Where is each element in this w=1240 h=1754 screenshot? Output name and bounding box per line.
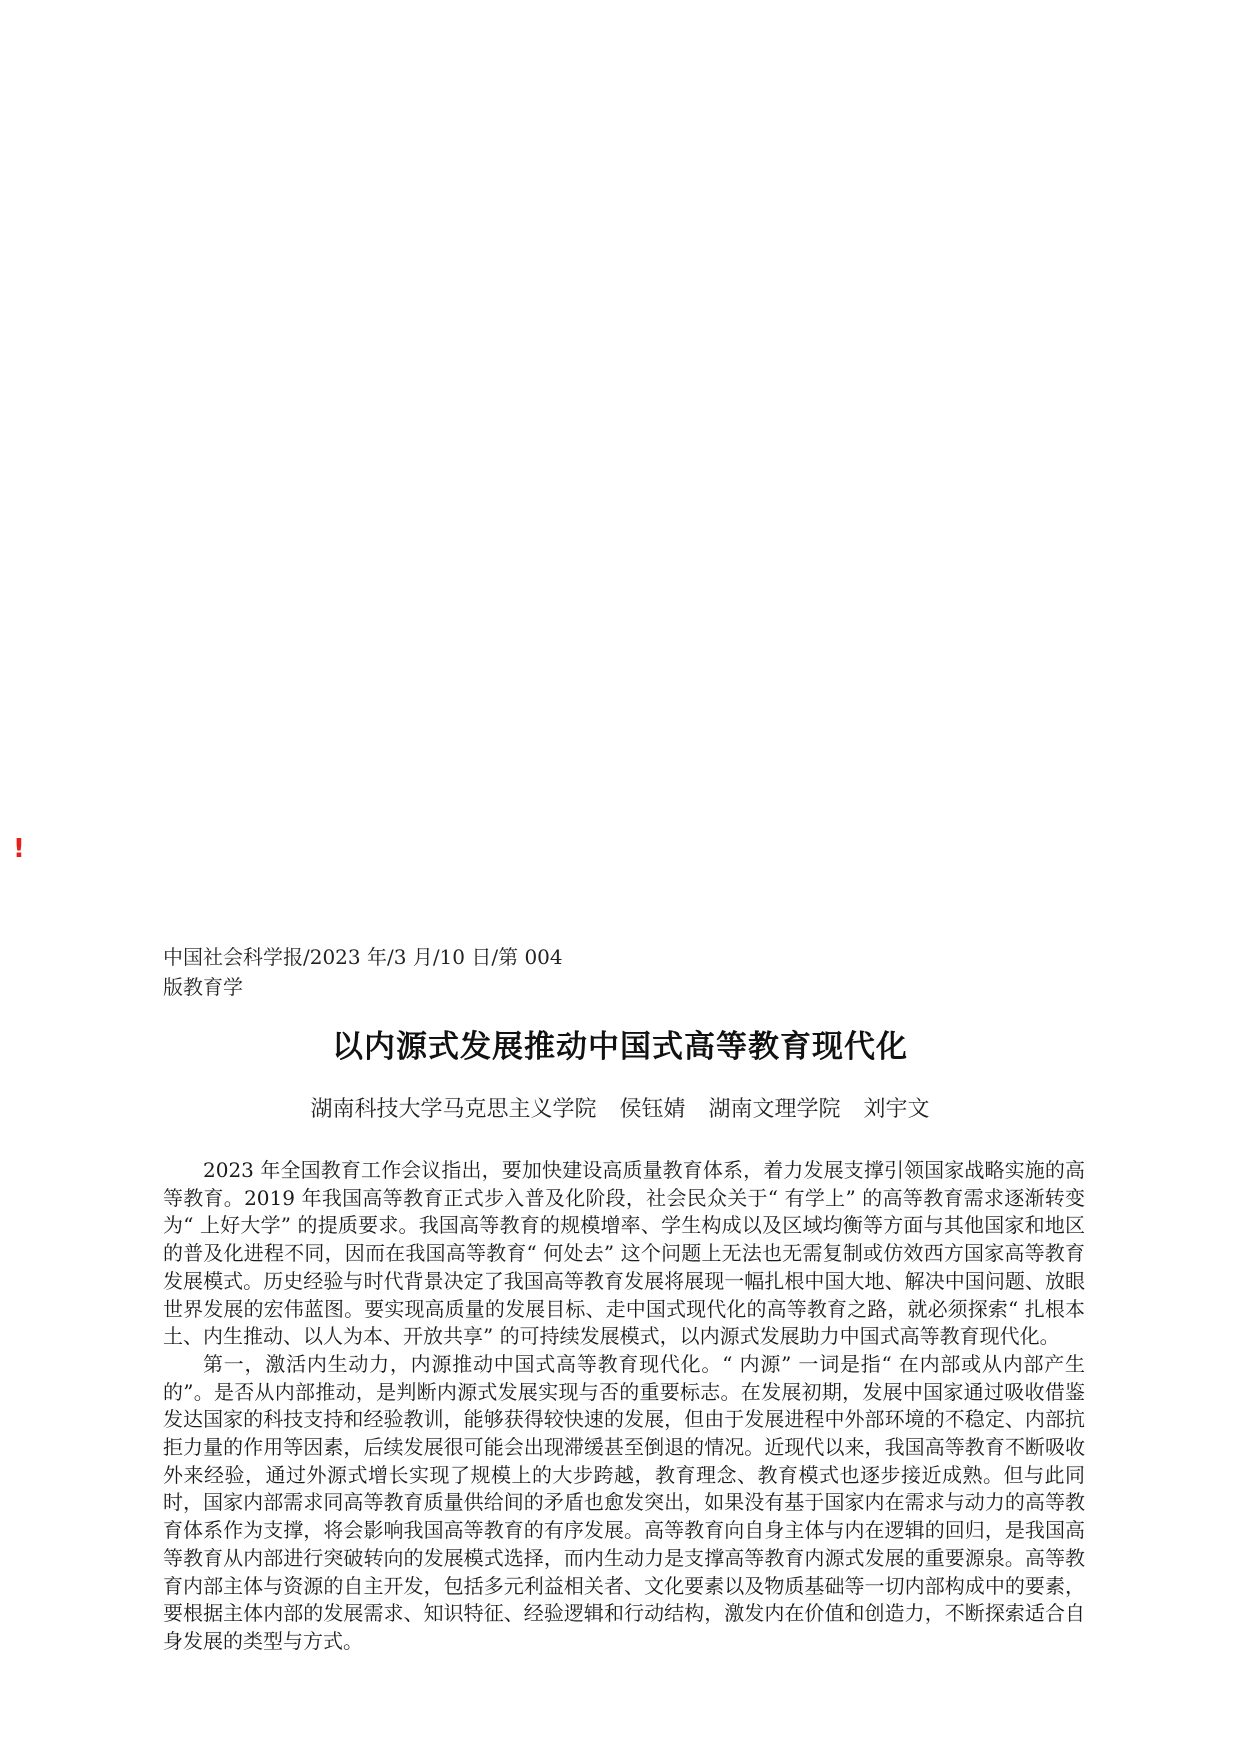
paragraph-1: 2023 年全国教育工作会议指出，要加快建设高质量教育体系，着力发展支撑引领国家战略实施的高等教育。2019 年我国高等教育正式步入普及化阶段，社会民众关于“ 有学上” 的高等教育需求逐渐转变为“ 上好大学” 的提质要求。我国高等教育的规模增率、学生构成以及区域均衡等方面与其他国家和地区的普及化进程不同，因而在我国高等教育“ 何处去” 这个问题上无法也无需复制或仿效西方国家高等教育发展模式。历史经验与时代背景决定了我国高等教育发展将展现一幅扎根中国大地、解决中国问题、放眼世界发展的宏伟蓝图。要实现高质量的发展目标、走中国式现代化的高等教育之路，就必须探索“ 扎根本土、内生推动、以人为本、开放共享” 的可持续发展模式，以内源式发展助力中国式高等教育现代化。 bbox=[163, 1158, 1085, 1349]
source-line-2: 版教育学 bbox=[163, 975, 243, 999]
article-body bbox=[163, 1157, 1085, 1656]
article-title: 以内源式发展推动中国式高等教育现代化 bbox=[332, 1029, 908, 1065]
author-1: 侯钰婧 bbox=[619, 1097, 686, 1122]
affiliation-1: 湖南科技大学马克思主义学院 bbox=[310, 1097, 597, 1122]
page-mark: ! bbox=[13, 834, 25, 864]
byline bbox=[0, 1093, 1240, 1127]
author-2: 刘宇文 bbox=[863, 1097, 930, 1122]
affiliation-2: 湖南文理学院 bbox=[708, 1097, 841, 1122]
paragraph-2: 第一，激活内生动力，内源推动中国式高等教育现代化。“ 内源” 一词是指“ 在内部或从内部产生的”。是否从内部推动，是判断内源式发展实现与否的重要标志。在发展初期，发展中国家通过吸收借鉴发达国家的科技支持和经验教训，能够获得较快速的发展，但由于发展进程中外部环境的不稳定、内部抗拒力量的作用等因素，后续发展很可能会出现滞缓甚至倒退的情况。近现代以来，我国高等教育不断吸收外来经验，通过外源式增长实现了规模上的大步跨越，教育理念、教育模式也逐步接近成熟。但与此同时，国家内部需求同高等教育质量供给间的矛盾也愈发突出，如果没有基于国家内在需求与动力的高等教育体系作为支撑，将会影响我国高等教育的有序发展。高等教育向自身主体与内在逻辑的回归，是我国高等教育从内部进行突破转向的发展模式选择，而内生动力是支撑高等教育内源式发展的重要源泉。高等教育内部主体与资源的自主开发，包括多元利益相关者、文化要素以及物质基础等一切内部构成中的要素，要根据主体内部的发展需求、知识特征、经验逻辑和行动结构，激发内在价值和创造力，不断探索适合自身发展的类型与方式。 bbox=[163, 1351, 1085, 1653]
source-citation bbox=[163, 942, 623, 1002]
source-line-1: 中国社会科学报/2023 年/3 月/10 日/第 004 bbox=[163, 945, 563, 969]
